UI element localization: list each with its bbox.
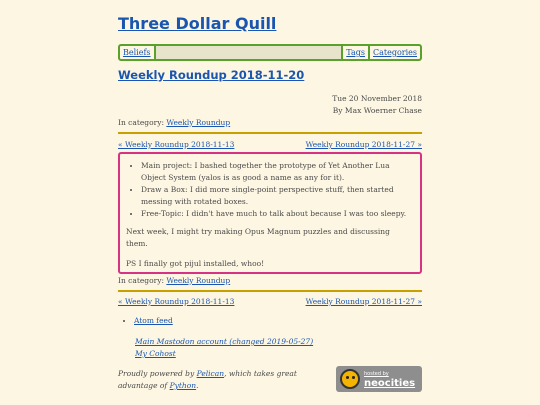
paragraph: Next week, I might try making Opus Magnum puzzles and discussing them. xyxy=(126,227,390,248)
paragraph: PS I finally got pijul installed, whoo! xyxy=(126,259,265,268)
powered-text: Proudly powered by xyxy=(118,369,197,378)
powered-text: , which takes great advantage of xyxy=(118,369,297,390)
footer-accounts xyxy=(135,336,313,360)
article-author: By Max Woerner Chase xyxy=(332,106,422,115)
site-title-link[interactable]: Three Dollar Quill xyxy=(118,14,277,33)
divider xyxy=(118,132,422,134)
list-item: • Free-Topic: I didn't have much to talk about because I was too sleepy. xyxy=(141,208,414,220)
mastodon-link[interactable]: Main Mastodon account (changed 2019-05-27) xyxy=(135,337,314,346)
nav-bar xyxy=(118,44,422,61)
pager-top xyxy=(118,140,422,149)
article-title-link[interactable]: Weekly Roundup 2018-11-20 xyxy=(118,68,305,82)
bullet-list xyxy=(126,160,414,220)
atom-feed-link[interactable]: Atom feed xyxy=(134,316,173,325)
neocities-cat-icon xyxy=(340,369,360,389)
powered-text: . xyxy=(196,381,199,390)
pelican-link[interactable]: Pelican xyxy=(196,369,225,378)
divider xyxy=(118,290,422,292)
article-meta xyxy=(332,93,422,117)
badge-small-text: hosted by xyxy=(364,371,389,377)
badge-big-text: neocities xyxy=(364,378,416,389)
category-label: In category: xyxy=(118,276,164,285)
prev-post-link[interactable]: « Weekly Roundup 2018-11-13 xyxy=(118,140,235,149)
list-item: • Draw a Box: I did more single-point perspective stuff, then started messing with rotated boxes. xyxy=(141,184,414,208)
category-link[interactable]: Weekly Roundup xyxy=(166,276,231,285)
list-item: • Main project: I bashed together the prototype of Yet Another Lua Object System (yalos is as good a name as any for it). xyxy=(141,160,414,184)
article-date: Tue 20 November 2018 xyxy=(332,94,422,103)
category-line-top xyxy=(118,118,230,127)
category-link[interactable]: Weekly Roundup xyxy=(166,118,231,127)
python-link[interactable]: Python xyxy=(169,381,197,390)
category-label: In category: xyxy=(118,118,164,127)
powered-by xyxy=(118,368,333,392)
nav-categories-link[interactable]: Categories xyxy=(373,48,417,57)
neocities-badge[interactable] xyxy=(336,366,422,392)
nav-beliefs-link[interactable]: Beliefs xyxy=(123,48,151,57)
next-post-link[interactable]: Weekly Roundup 2018-11-27 » xyxy=(305,140,422,149)
nav-spacer xyxy=(156,46,342,59)
pager-bottom xyxy=(118,297,422,306)
prev-post-link[interactable]: « Weekly Roundup 2018-11-13 xyxy=(118,297,235,306)
footer-feed-list xyxy=(118,316,173,325)
next-post-link[interactable]: Weekly Roundup 2018-11-27 » xyxy=(305,297,422,306)
category-line-bottom xyxy=(118,276,230,285)
cohost-link[interactable]: My Cohost xyxy=(135,349,176,358)
article-content xyxy=(118,152,422,274)
nav-tags-link[interactable]: Tags xyxy=(346,48,365,57)
